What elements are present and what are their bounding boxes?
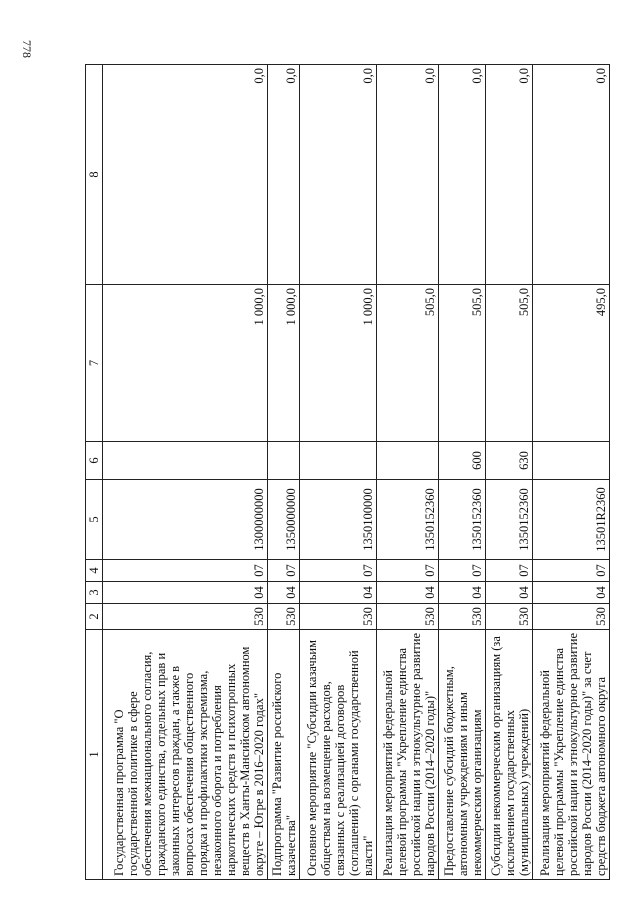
row-section-code: 04	[486, 582, 533, 604]
row-subsection-code: 07	[103, 560, 268, 582]
row-expense-type: 600	[438, 442, 485, 480]
row-amount: 495,0	[533, 285, 610, 442]
table-row	[267, 65, 300, 880]
table-row	[438, 65, 485, 880]
row-expense-type	[376, 442, 438, 480]
row-amount: 1 000,0	[300, 285, 377, 442]
rotated-page	[85, 65, 610, 880]
row-section-code: 04	[533, 582, 610, 604]
header-row	[86, 65, 103, 880]
page-number: 778	[20, 40, 34, 58]
row-amount-federal: 0,0	[267, 65, 300, 285]
row-subsection-code: 07	[486, 560, 533, 582]
row-ministry-code: 530	[438, 604, 485, 630]
row-ministry-code: 530	[533, 604, 610, 630]
row-expense-type	[533, 442, 610, 480]
table-row	[486, 65, 533, 880]
column-header-3: 3	[86, 582, 103, 604]
column-header-7: 7	[86, 285, 103, 442]
row-ministry-code: 530	[486, 604, 533, 630]
row-section-code: 04	[438, 582, 485, 604]
column-header-8: 8	[86, 65, 103, 285]
row-ministry-code: 530	[376, 604, 438, 630]
row-subsection-code: 07	[376, 560, 438, 582]
row-amount: 505,0	[486, 285, 533, 442]
row-amount-federal: 0,0	[376, 65, 438, 285]
row-expense-type: 630	[486, 442, 533, 480]
row-target-article: 1350000000	[267, 480, 300, 560]
row-name: Субсидии некоммерческим организациям (за исключением государственных (муниципальных) учреждений)	[486, 630, 533, 880]
row-amount: 505,0	[376, 285, 438, 442]
row-target-article: 1350100000	[300, 480, 377, 560]
row-name: Основное мероприятие "Субсидии казачьим обществам на возмещение расходов, связанных с реализацией договоров (соглашений) с органами государственной власти"	[300, 630, 377, 880]
row-expense-type	[103, 442, 268, 480]
column-header-5: 5	[86, 480, 103, 560]
row-expense-type	[300, 442, 377, 480]
row-amount: 1 000,0	[267, 285, 300, 442]
column-header-2: 2	[86, 604, 103, 630]
row-amount: 1 000,0	[103, 285, 268, 442]
row-amount-federal: 0,0	[103, 65, 268, 285]
row-target-article: 13501R2360	[533, 480, 610, 560]
row-section-code: 04	[300, 582, 377, 604]
row-ministry-code: 530	[267, 604, 300, 630]
row-target-article: 1350152360	[376, 480, 438, 560]
row-amount: 505,0	[438, 285, 485, 442]
row-name: Предоставление субсидий бюджетным, автономным учреждениям и иным некоммерческим организациям	[438, 630, 485, 880]
row-target-article: 1300000000	[103, 480, 268, 560]
row-subsection-code: 07	[438, 560, 485, 582]
column-header-4: 4	[86, 560, 103, 582]
row-section-code: 04	[267, 582, 300, 604]
budget-table	[85, 64, 610, 880]
row-subsection-code: 07	[533, 560, 610, 582]
row-ministry-code: 530	[103, 604, 268, 630]
row-amount-federal: 0,0	[486, 65, 533, 285]
row-expense-type	[267, 442, 300, 480]
table-row	[533, 65, 610, 880]
row-ministry-code: 530	[300, 604, 377, 630]
column-header-6: 6	[86, 442, 103, 480]
row-target-article: 1350152360	[438, 480, 485, 560]
row-subsection-code: 07	[300, 560, 377, 582]
row-amount-federal: 0,0	[438, 65, 485, 285]
table-row	[300, 65, 377, 880]
row-target-article: 1350152360	[486, 480, 533, 560]
row-name: Реализация мероприятий федеральной целевой программы "Укрепление единства российской нации и этнокультурное развитие народов России (2014–2020 годы)"	[376, 630, 438, 880]
row-amount-federal: 0,0	[300, 65, 377, 285]
row-subsection-code: 07	[267, 560, 300, 582]
row-name: Реализация мероприятий федеральной целевой программы "Укрепление единства российской нации и этнокультурное развитие народов России (2014–2020 годы)" за счет средств бюджета автономного округа	[533, 630, 610, 880]
table-row	[103, 65, 268, 880]
table-row	[376, 65, 438, 880]
row-section-code: 04	[103, 582, 268, 604]
column-header-1: 1	[86, 630, 103, 880]
row-name: Подпрограмма "Развитие российского казачества"	[267, 630, 300, 880]
row-amount-federal: 0,0	[533, 65, 610, 285]
row-name: Государственная программа "О государственной политике в сфере обеспечения межнационального согласия, гражданского единства, отдельных прав и законных интересов граждан, а также в вопросах обеспечения общественного порядка и профилактики экстремизма, незаконного оборота и потребления наркотических средств и психотропных веществ в Ханты-Мансийском автономном округе – Югре в 2016–2020 годах"	[103, 630, 268, 880]
row-section-code: 04	[376, 582, 438, 604]
